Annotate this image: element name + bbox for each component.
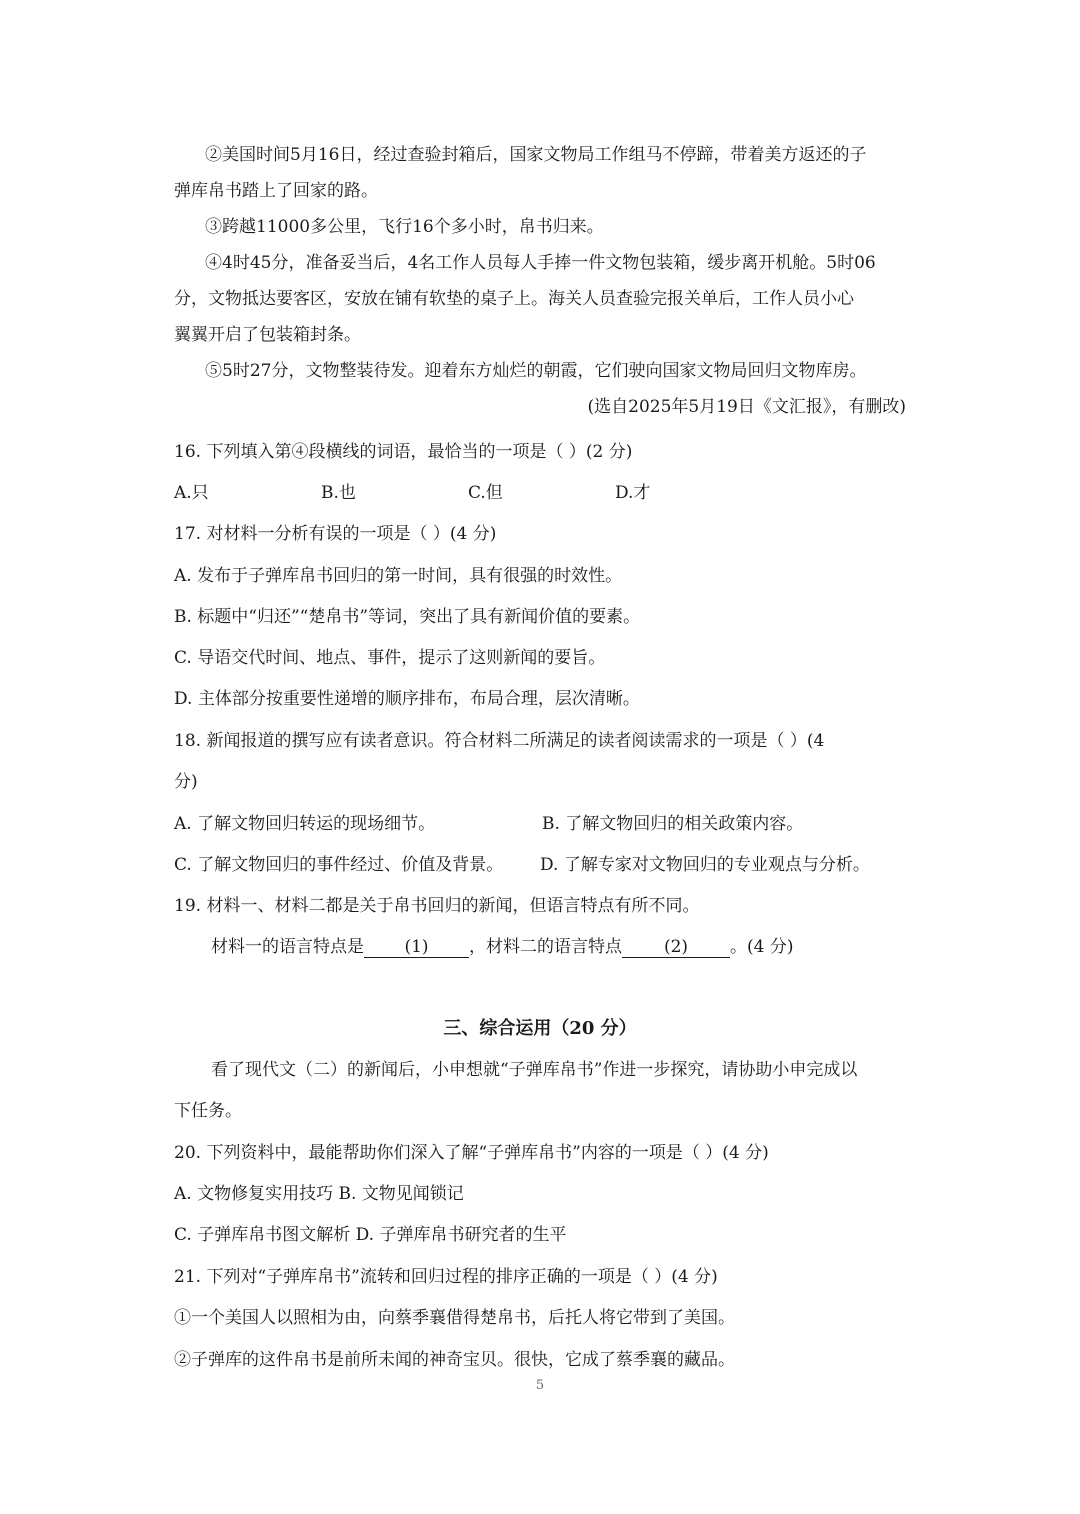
q18-stem-line-2: 分) [174, 772, 198, 792]
q17-option-d: D. 主体部分按重要性递增的顺序排布，布局合理，层次清晰。 [174, 689, 640, 709]
paragraph-5: ⑤5时27分，文物整装待发。迎着东方灿烂的朝霞，它们驶向国家文物局回归文物库房。 [205, 361, 867, 381]
q18-stem-line-1: 18. 新闻报道的撰写应有读者意识。符合材料二所满足的读者阅读需求的一项是（ ）(4 [174, 731, 825, 751]
section-3-heading: 三、综合运用（20 分） [443, 1018, 637, 1039]
q17-option-b: B. 标题中“归还”“楚帛书”等词，突出了具有新闻价值的要素。 [174, 607, 641, 627]
q19-blank-1[interactable]: (1) [364, 937, 469, 958]
section-3-intro-line-2: 下任务。 [174, 1101, 242, 1121]
source-citation: (选自2025年5月19日《文汇报》，有删改) [587, 397, 906, 417]
paragraph-2-line-2: 弹库帛书踏上了回家的路。 [174, 181, 378, 201]
q16-option-c: C.但 [468, 483, 503, 503]
q21-item-1: ①一个美国人以照相为由，向蔡季襄借得楚帛书，后托人将它带到了美国。 [174, 1308, 735, 1328]
q21-item-2: ②子弹库的这件帛书是前所未闻的神奇宝贝。很快，它成了蔡季襄的藏品。 [174, 1350, 735, 1370]
q18-option-b: B. 了解文物回归的相关政策内容。 [542, 814, 804, 834]
q21-stem: 21. 下列对“子弹库帛书”流转和回归过程的排序正确的一项是（ ）(4 分) [174, 1267, 718, 1287]
q19-fill-prefix: 材料一的语言特点是 [211, 937, 364, 957]
q18-option-d: D. 了解专家对文物回归的专业观点与分析。 [540, 855, 870, 875]
q20-stem: 20. 下列资料中，最能帮助你们深入了解“子弹库帛书”内容的一项是（ ）(4 分) [174, 1143, 769, 1163]
paragraph-2-line-1: ②美国时间5月16日，经过查验封箱后，国家文物局工作组马不停蹄，带着美方返还的子 [205, 145, 867, 165]
q20-options-line-2: C. 子弹库帛书图文解析 D. 子弹库帛书研究者的生平 [174, 1225, 567, 1245]
q17-option-c: C. 导语交代时间、地点、事件，提示了这则新闻的要旨。 [174, 648, 606, 668]
q17-option-a: A. 发布于子弹库帛书回归的第一时间，具有很强的时效性。 [174, 566, 623, 586]
paragraph-4-line-2: 分，文物抵达要客区，安放在铺有软垫的桌子上。海关人员查验完报关单后，工作人员小心 [174, 289, 854, 309]
q16-option-d: D.才 [615, 483, 651, 503]
q19-stem: 19. 材料一、材料二都是关于帛书回归的新闻，但语言特点有所不同。 [174, 896, 700, 916]
q19-fill-line [211, 935, 793, 959]
paragraph-3: ③跨越11000多公里，飞行16个多小时，帛书归来。 [205, 217, 604, 237]
q17-stem: 17. 对材料一分析有误的一项是（ ）(4 分) [174, 524, 497, 544]
q16-stem: 16. 下列填入第④段横线的词语，最恰当的一项是（ ）(2 分) [174, 442, 633, 462]
q19-blank-2[interactable]: (2) [622, 937, 730, 958]
paragraph-4-line-3: 翼翼开启了包装箱封条。 [174, 325, 361, 345]
q18-option-c: C. 了解文物回归的事件经过、价值及背景。 [174, 855, 504, 875]
q19-fill-suffix: 。(4 分) [730, 937, 794, 957]
q20-options-line-1: A. 文物修复实用技巧 B. 文物见闻锁记 [174, 1184, 464, 1204]
q18-option-a: A. 了解文物回归转运的现场细节。 [174, 814, 436, 834]
q16-option-a: A.只 [174, 483, 209, 503]
q19-fill-middle: ，材料二的语言特点 [469, 937, 622, 957]
q16-option-b: B.也 [321, 483, 356, 503]
paragraph-4-line-1: ④4时45分，准备妥当后，4名工作人员每人手捧一件文物包装箱，缓步离开机舱。5时06 [205, 253, 876, 273]
section-3-intro-line-1: 看了现代文（二）的新闻后，小申想就“子弹库帛书”作进一步探究，请协助小申完成以 [211, 1060, 858, 1080]
page-number: 5 [535, 1378, 545, 1393]
